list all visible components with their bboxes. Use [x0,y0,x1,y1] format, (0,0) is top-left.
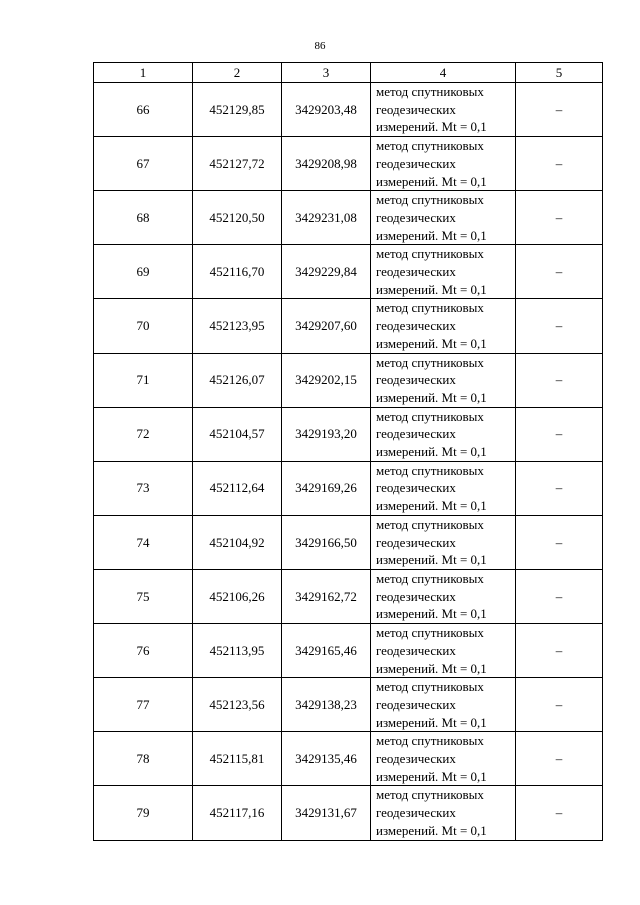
table-row [94,83,603,137]
table-row [94,191,603,245]
y-coordinate-cell: 3429231,08 [282,191,371,245]
table-row [94,678,603,732]
x-coordinate-cell: 452112,64 [193,461,282,515]
note-cell: – [516,569,603,623]
point-number-cell: 78 [94,732,193,786]
column-header: 5 [516,63,603,83]
note-cell: – [516,678,603,732]
method-text-line: метод спутниковых [376,516,484,532]
note-cell: – [516,624,603,678]
point-number-cell: 79 [94,786,193,840]
method-text-line: метод спутниковых [376,84,484,99]
y-coordinate-cell: 3429229,84 [282,245,371,299]
column-header: 1 [94,63,193,83]
method-cell [371,515,516,569]
point-number-cell: 67 [94,137,193,191]
y-coordinate-cell: 3429138,23 [282,678,371,732]
method-text-line: измерений. Mt = 0,1 [376,714,487,730]
method-text-line: метод спутниковых [376,462,484,478]
note-cell: – [516,461,603,515]
note-cell: – [516,245,603,299]
y-coordinate-cell: 3429165,46 [282,624,371,678]
method-text-line: метод спутниковых [376,138,484,154]
method-text-line: геодезических [376,805,456,821]
x-coordinate-cell: 452104,92 [193,515,282,569]
y-coordinate-cell: 3429202,15 [282,353,371,407]
method-text-line: измерений. Mt = 0,1 [376,444,487,460]
table-row [94,461,603,515]
y-coordinate-cell: 3429135,46 [282,732,371,786]
column-header: 3 [282,63,371,83]
note-cell: – [516,407,603,461]
point-number-cell: 76 [94,624,193,678]
method-text-line: геодезических [376,209,456,225]
method-text-line: геодезических [376,426,456,442]
x-coordinate-cell: 452106,26 [193,569,282,623]
method-cell [371,83,516,137]
y-coordinate-cell: 3429166,50 [282,515,371,569]
method-text-line: измерений. Mt = 0,1 [376,389,487,405]
method-text-line: геодезических [376,696,456,712]
note-cell: – [516,786,603,840]
method-text-line: геодезических [376,642,456,658]
method-text-line: измерений. Mt = 0,1 [376,335,487,351]
method-text-line: измерений. Mt = 0,1 [376,552,487,568]
method-text-line: геодезических [376,534,456,550]
x-coordinate-cell: 452127,72 [193,137,282,191]
table-body [94,63,603,841]
method-text-line: метод спутниковых [376,246,484,262]
method-cell [371,407,516,461]
x-coordinate-cell: 452116,70 [193,245,282,299]
method-text-line: геодезических [376,372,456,388]
method-cell [371,353,516,407]
table-row [94,515,603,569]
x-coordinate-cell: 452126,07 [193,353,282,407]
method-text-line: метод спутниковых [376,733,484,749]
method-text-line: метод спутниковых [376,354,484,370]
method-text-line: измерений. Mt = 0,1 [376,227,487,243]
note-cell: – [516,299,603,353]
method-text-line: измерений. Mt = 0,1 [376,768,487,784]
method-text-line: геодезических [376,751,456,767]
method-cell [371,678,516,732]
coordinates-table [93,62,603,841]
x-coordinate-cell: 452117,16 [193,786,282,840]
column-header: 4 [371,63,516,83]
header-row [94,63,603,83]
table-row [94,624,603,678]
table-row [94,407,603,461]
note-cell: – [516,353,603,407]
method-text-line: метод спутниковых [376,408,484,424]
method-text-line: метод спутниковых [376,192,484,208]
table-row [94,732,603,786]
table-row [94,353,603,407]
x-coordinate-cell: 452115,81 [193,732,282,786]
method-text-line: метод спутниковых [376,625,484,641]
method-cell [371,624,516,678]
method-cell [371,786,516,840]
point-number-cell: 75 [94,569,193,623]
table-row [94,786,603,840]
method-text-line: геодезических [376,480,456,496]
method-text-line: измерений. Mt = 0,1 [376,173,487,189]
x-coordinate-cell: 452113,95 [193,624,282,678]
y-coordinate-cell: 3429193,20 [282,407,371,461]
method-cell [371,299,516,353]
table-row [94,137,603,191]
method-text-line: метод спутниковых [376,570,484,586]
method-text-line: измерений. Mt = 0,1 [376,660,487,676]
point-number-cell: 66 [94,83,193,137]
note-cell: – [516,191,603,245]
point-number-cell: 73 [94,461,193,515]
method-cell [371,137,516,191]
method-text-line: измерений. Mt = 0,1 [376,822,487,838]
method-text-line: геодезических [376,318,456,334]
point-number-cell: 71 [94,353,193,407]
note-cell: – [516,515,603,569]
x-coordinate-cell: 452123,95 [193,299,282,353]
method-text-line: измерений. Mt = 0,1 [376,119,487,135]
point-number-cell: 70 [94,299,193,353]
point-number-cell: 77 [94,678,193,732]
point-number-cell: 74 [94,515,193,569]
method-text-line: метод спутниковых [376,787,484,803]
method-cell [371,245,516,299]
x-coordinate-cell: 452129,85 [193,83,282,137]
method-text-line: измерений. Mt = 0,1 [376,498,487,514]
method-text-line: метод спутниковых [376,679,484,695]
method-text-line: геодезических [376,588,456,604]
y-coordinate-cell: 3429162,72 [282,569,371,623]
note-cell: – [516,732,603,786]
method-text-line: измерений. Mt = 0,1 [376,606,487,622]
table-row [94,245,603,299]
note-cell: – [516,137,603,191]
method-cell [371,191,516,245]
method-cell [371,461,516,515]
method-text-line: метод спутниковых [376,300,484,316]
page-number: 86 [314,40,326,52]
table-row [94,569,603,623]
column-header: 2 [193,63,282,83]
y-coordinate-cell: 3429208,98 [282,137,371,191]
y-coordinate-cell: 3429131,67 [282,786,371,840]
point-number-cell: 69 [94,245,193,299]
y-coordinate-cell: 3429207,60 [282,299,371,353]
method-text-line: геодезических [376,101,456,117]
table-row [94,299,603,353]
method-text-line: геодезических [376,264,456,280]
y-coordinate-cell: 3429203,48 [282,83,371,137]
method-text-line: измерений. Mt = 0,1 [376,281,487,297]
method-cell [371,569,516,623]
x-coordinate-cell: 452104,57 [193,407,282,461]
x-coordinate-cell: 452120,50 [193,191,282,245]
y-coordinate-cell: 3429169,26 [282,461,371,515]
method-text-line: геодезических [376,155,456,171]
x-coordinate-cell: 452123,56 [193,678,282,732]
point-number-cell: 68 [94,191,193,245]
method-cell [371,732,516,786]
note-cell: – [516,83,603,137]
point-number-cell: 72 [94,407,193,461]
